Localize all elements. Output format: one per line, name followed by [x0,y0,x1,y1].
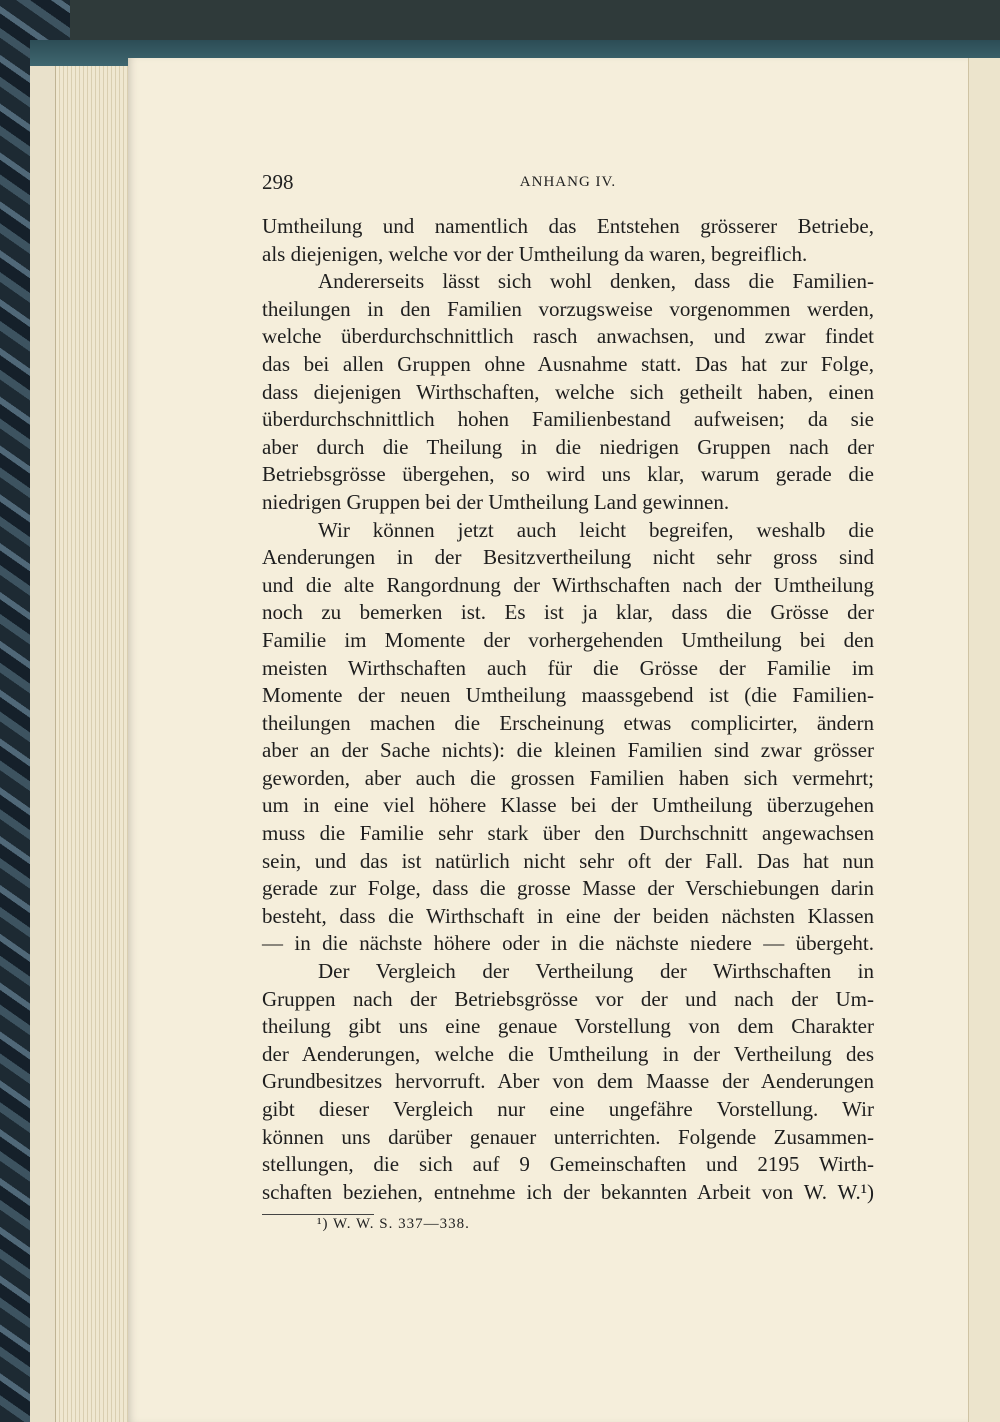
running-title: ANHANG IV. [519,174,617,190]
text-line: als diejenigen, welche vor der Umtheilung da waren, begreiflich. [262,241,808,266]
text-line: Aenderungen in der Besitzvertheilung nicht sehr gross sind [262,545,874,570]
next-page-strip [968,58,1000,1422]
text-line: theilungen in den Familien vorzugsweise vorgenommen werden, [262,296,874,321]
text-line: Der Vergleich der Vertheilung der Wirthschaften in [318,959,874,984]
text-line: Betriebsgrösse übergehen, so wird uns klar, warum gerade die [262,462,874,487]
text-line: um in eine viel höhere Klasse bei der Umtheilung überzugehen [262,793,874,818]
text-line: Gruppen nach der Betriebsgrösse vor der und nach der Um- [262,986,874,1011]
text-line: theilungen machen die Erscheinung etwas complicirter, ändern [262,710,874,735]
text-line: Momente der neuen Umtheilung maassgebend ist (die Familien- [262,683,874,708]
footnote: ¹) W. W. S. 337—338. [317,1216,470,1232]
body-text [262,213,874,1206]
text-line: niedrigen Gruppen bei der Umtheilung Land gewinnen. [262,489,730,514]
running-head [262,170,874,198]
text-line: meisten Wirthschaften auch für die Grösse der Familie im [262,655,874,680]
text-line: aber an der Sache nichts): die kleinen Familien sind zwar grösser [262,738,874,763]
text-line: und die alte Rangordnung der Wirthschaften nach der Umtheilung [262,572,874,597]
text-line: — in die nächste höhere oder in die nächste niedere — übergeht. [262,931,874,956]
text-line: stellungen, die sich auf 9 Gemeinschaften und 2195 Wirth- [262,1152,874,1177]
text-line: Wir können jetzt auch leicht begreifen, weshalb die [318,517,874,542]
text-line: muss die Familie sehr stark über den Durchschnitt angewachsen [262,821,874,846]
footnote-rule [262,1214,374,1215]
text-line: das bei allen Gruppen ohne Ausnahme statt. Das hat zur Folge, [262,351,874,376]
text-line: der Aenderungen, welche die Umtheilung in der Vertheilung des [262,1041,874,1066]
text-line: noch zu bemerken ist. Es ist ja klar, dass die Grösse der [262,600,874,625]
text-line: theilung gibt uns eine genaue Vorstellung von dem Charakter [262,1014,874,1039]
text-line: gibt dieser Vergleich nur eine ungefähre Vorstellung. Wir [262,1097,874,1121]
text-line: Umtheilung und namentlich das Entstehen grösserer Betriebe, [262,214,874,238]
text-line: schaften beziehen, entnehme ich der bekannten Arbeit von W. W.¹) [262,1179,874,1204]
text-line: Familie im Momente der vorhergehenden Umtheilung bei den [262,627,874,652]
text-line: welche überdurchschnittlich rasch anwachsen, und zwar findet [262,324,874,349]
text-line: geworden, aber auch die grossen Familien haben sich vermehrt; [262,765,874,790]
text-line: Andererseits lässt sich wohl denken, dass die Familien- [318,269,874,294]
text-line: dass diejenigen Wirthschaften, welche sich getheilt haben, einen [262,379,874,404]
text-line: Grundbesitzes hervorruft. Aber von dem Maasse der Aenderungen [262,1069,874,1094]
text-line: besteht, dass die Wirthschaft in eine der beiden nächsten Klassen [262,903,874,928]
text-line: können uns darüber genauer unterrichten. Folgende Zusammen- [262,1124,874,1149]
text-line: überdurchschnittlich hohen Familienbestand aufweisen; da sie [262,407,874,432]
text-line: aber durch die Theilung in die niedrigen Gruppen nach der [262,434,874,459]
page-stack-edge [55,66,136,1422]
text-line: gerade zur Folge, dass die grosse Masse der Verschiebungen darin [262,876,874,901]
text-line: sein, und das ist natürlich nicht sehr oft der Fall. Das hat nun [262,848,874,873]
page-number: 298 [262,170,294,194]
